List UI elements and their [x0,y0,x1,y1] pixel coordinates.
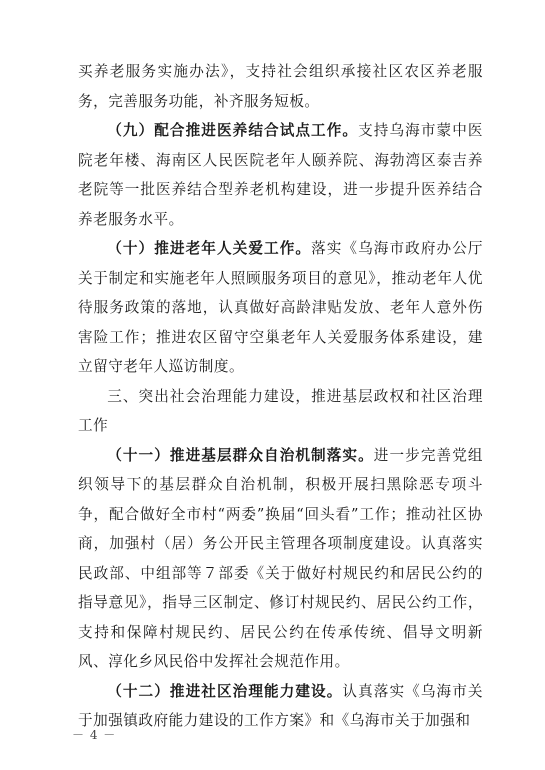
paragraph-text: 进一步完善党组织领导下的基层群众自治机制，积极开展扫黑除恶专项斗争，配合做好全市村“两委”换届“回头看”工作；推动社区协商，加强村（居）务公开民主管理各项制度建设。认真落实民政部、中组部等７部委《关于做好村规民约和居民公约的指导意见》，指导三区制定、修订村规民约、居民公约工作，支持和保障村规民约、居民公约在传承传统、倡导文明新风、淳化乡风民俗中发挥社会规范作用。 [78,446,483,670]
paragraph-heading: （九）配合推进医养结合试点工作。 [107,122,359,139]
paragraph-heading: （十一）推进基层群众自治机制落实。 [107,446,374,464]
paragraph-item-9 [78,116,483,234]
section-heading-3 [78,382,483,441]
paragraph-item-12 [78,677,483,736]
paragraph-heading: （十）推进老年人关爱工作。 [107,240,312,257]
paragraph-text: 支持乌海市蒙中医院老年楼、海南区人民医院老年人颐养院、海勃湾区泰吉养老院等一批医养结合型养老机构建设，进一步提升医养结合养老服务水平。 [78,122,483,228]
paragraph-text: 落实《乌海市政府办公厅关于制定和实施老年人照顾服务项目的意见》，推动老年人优待服务政策的落地，认真做好高龄津贴发放、老年人意外伤害险工作；推进农区留守空巢老年人关爱服务体系建设，建立留守老年人巡访制度。 [78,240,483,375]
section-heading-text: 三、突出社会治理能力建设，推进基层政权和社区治理工作 [78,387,483,434]
paragraph-item-11 [78,441,483,677]
paragraph-text: 买养老服务实施办法》，支持社会组织承接社区农区养老服务，完善服务功能，补齐服务短板。 [78,63,483,110]
document-body [78,57,483,736]
paragraph-text: 认真落实《乌海市关于加强镇政府能力建设的工作方案》和《乌海市关于加强和 [78,682,483,729]
paragraph-continuation [78,57,483,116]
paragraph-item-10 [78,234,483,382]
page-number: － 4 － [72,728,117,742]
paragraph-heading: （十二）推进社区治理能力建设。 [107,682,343,700]
